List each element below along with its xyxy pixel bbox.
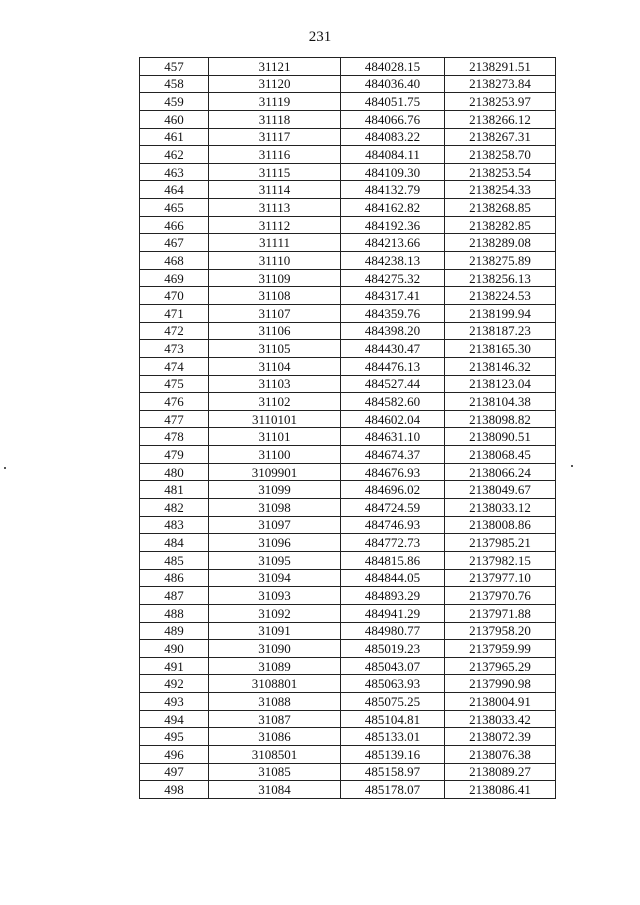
code-cell: 31105 xyxy=(209,340,341,358)
table-row xyxy=(140,446,556,464)
code-cell: 31107 xyxy=(209,304,341,322)
point-number-cell: 497 xyxy=(140,763,209,781)
x-coordinate-cell: 485133.01 xyxy=(341,728,445,746)
code-cell: 31101 xyxy=(209,428,341,446)
y-coordinate-cell: 2138123.04 xyxy=(445,375,556,393)
point-number-cell: 496 xyxy=(140,745,209,763)
code-cell: 31110 xyxy=(209,252,341,270)
code-cell: 31096 xyxy=(209,534,341,552)
table-row xyxy=(140,216,556,234)
table-row xyxy=(140,622,556,640)
x-coordinate-cell: 485043.07 xyxy=(341,657,445,675)
x-coordinate-cell: 484893.29 xyxy=(341,587,445,605)
code-cell: 31115 xyxy=(209,163,341,181)
point-number-cell: 458 xyxy=(140,75,209,93)
x-coordinate-cell: 484941.29 xyxy=(341,604,445,622)
code-cell: 31121 xyxy=(209,58,341,76)
table-row xyxy=(140,551,556,569)
code-cell: 31090 xyxy=(209,640,341,658)
x-coordinate-cell: 485063.93 xyxy=(341,675,445,693)
table-row xyxy=(140,128,556,146)
table-row xyxy=(140,322,556,340)
table-row xyxy=(140,304,556,322)
code-cell: 3108801 xyxy=(209,675,341,693)
table-row xyxy=(140,93,556,111)
code-cell: 31099 xyxy=(209,481,341,499)
table-row xyxy=(140,181,556,199)
x-coordinate-cell: 484676.93 xyxy=(341,463,445,481)
y-coordinate-cell: 2138267.31 xyxy=(445,128,556,146)
table-row xyxy=(140,710,556,728)
point-number-cell: 491 xyxy=(140,657,209,675)
y-coordinate-cell: 2138266.12 xyxy=(445,110,556,128)
table-row xyxy=(140,657,556,675)
x-coordinate-cell: 484582.60 xyxy=(341,393,445,411)
y-coordinate-cell: 2138273.84 xyxy=(445,75,556,93)
point-number-cell: 479 xyxy=(140,446,209,464)
code-cell: 31117 xyxy=(209,128,341,146)
table-row xyxy=(140,745,556,763)
x-coordinate-cell: 485104.81 xyxy=(341,710,445,728)
y-coordinate-cell: 2138258.70 xyxy=(445,146,556,164)
code-cell: 31112 xyxy=(209,216,341,234)
x-coordinate-cell: 484527.44 xyxy=(341,375,445,393)
code-cell: 31084 xyxy=(209,781,341,799)
table-row xyxy=(140,199,556,217)
code-cell: 31085 xyxy=(209,763,341,781)
table-row xyxy=(140,463,556,481)
point-number-cell: 480 xyxy=(140,463,209,481)
y-coordinate-cell: 2138187.23 xyxy=(445,322,556,340)
code-cell: 3108501 xyxy=(209,745,341,763)
point-number-cell: 461 xyxy=(140,128,209,146)
x-coordinate-cell: 484084.11 xyxy=(341,146,445,164)
point-number-cell: 457 xyxy=(140,58,209,76)
point-number-cell: 462 xyxy=(140,146,209,164)
code-cell: 31111 xyxy=(209,234,341,252)
y-coordinate-cell: 2138098.82 xyxy=(445,410,556,428)
y-coordinate-cell: 2138146.32 xyxy=(445,357,556,375)
y-coordinate-cell: 2138291.51 xyxy=(445,58,556,76)
coordinates-table-body xyxy=(140,58,556,799)
scan-mark-left xyxy=(4,467,6,469)
y-coordinate-cell: 2138289.08 xyxy=(445,234,556,252)
point-number-cell: 494 xyxy=(140,710,209,728)
code-cell: 31100 xyxy=(209,446,341,464)
table-row xyxy=(140,516,556,534)
x-coordinate-cell: 484815.86 xyxy=(341,551,445,569)
code-cell: 31088 xyxy=(209,693,341,711)
code-cell: 31120 xyxy=(209,75,341,93)
point-number-cell: 460 xyxy=(140,110,209,128)
point-number-cell: 483 xyxy=(140,516,209,534)
y-coordinate-cell: 2137959.99 xyxy=(445,640,556,658)
x-coordinate-cell: 484213.66 xyxy=(341,234,445,252)
table-row xyxy=(140,587,556,605)
x-coordinate-cell: 484772.73 xyxy=(341,534,445,552)
table-row xyxy=(140,110,556,128)
point-number-cell: 470 xyxy=(140,287,209,305)
point-number-cell: 489 xyxy=(140,622,209,640)
x-coordinate-cell: 484696.02 xyxy=(341,481,445,499)
x-coordinate-cell: 484036.40 xyxy=(341,75,445,93)
y-coordinate-cell: 2138104.38 xyxy=(445,393,556,411)
x-coordinate-cell: 485139.16 xyxy=(341,745,445,763)
point-number-cell: 481 xyxy=(140,481,209,499)
x-coordinate-cell: 484746.93 xyxy=(341,516,445,534)
point-number-cell: 474 xyxy=(140,357,209,375)
y-coordinate-cell: 2138086.41 xyxy=(445,781,556,799)
y-coordinate-cell: 2137971.88 xyxy=(445,604,556,622)
code-cell: 31092 xyxy=(209,604,341,622)
point-number-cell: 463 xyxy=(140,163,209,181)
point-number-cell: 482 xyxy=(140,499,209,517)
point-number-cell: 472 xyxy=(140,322,209,340)
table-row xyxy=(140,75,556,93)
y-coordinate-cell: 2138066.24 xyxy=(445,463,556,481)
x-coordinate-cell: 485178.07 xyxy=(341,781,445,799)
point-number-cell: 465 xyxy=(140,199,209,217)
y-coordinate-cell: 2138254.33 xyxy=(445,181,556,199)
point-number-cell: 467 xyxy=(140,234,209,252)
y-coordinate-cell: 2138268.85 xyxy=(445,199,556,217)
code-cell: 3110101 xyxy=(209,410,341,428)
table-row xyxy=(140,640,556,658)
table-row xyxy=(140,534,556,552)
table-row xyxy=(140,375,556,393)
x-coordinate-cell: 484398.20 xyxy=(341,322,445,340)
x-coordinate-cell: 484476.13 xyxy=(341,357,445,375)
table-row xyxy=(140,357,556,375)
y-coordinate-cell: 2138068.45 xyxy=(445,446,556,464)
x-coordinate-cell: 484051.75 xyxy=(341,93,445,111)
x-coordinate-cell: 484317.41 xyxy=(341,287,445,305)
table-row xyxy=(140,428,556,446)
x-coordinate-cell: 485019.23 xyxy=(341,640,445,658)
x-coordinate-cell: 484602.04 xyxy=(341,410,445,428)
scan-mark-right xyxy=(571,465,573,467)
y-coordinate-cell: 2137965.29 xyxy=(445,657,556,675)
point-number-cell: 469 xyxy=(140,269,209,287)
y-coordinate-cell: 2138282.85 xyxy=(445,216,556,234)
y-coordinate-cell: 2138253.97 xyxy=(445,93,556,111)
table-row xyxy=(140,693,556,711)
x-coordinate-cell: 484430.47 xyxy=(341,340,445,358)
x-coordinate-cell: 484083.22 xyxy=(341,128,445,146)
point-number-cell: 485 xyxy=(140,551,209,569)
point-number-cell: 471 xyxy=(140,304,209,322)
code-cell: 31106 xyxy=(209,322,341,340)
code-cell: 31113 xyxy=(209,199,341,217)
point-number-cell: 488 xyxy=(140,604,209,622)
point-number-cell: 464 xyxy=(140,181,209,199)
point-number-cell: 492 xyxy=(140,675,209,693)
point-number-cell: 473 xyxy=(140,340,209,358)
x-coordinate-cell: 484275.32 xyxy=(341,269,445,287)
table-row xyxy=(140,287,556,305)
point-number-cell: 486 xyxy=(140,569,209,587)
code-cell: 31102 xyxy=(209,393,341,411)
table-row xyxy=(140,481,556,499)
code-cell: 31103 xyxy=(209,375,341,393)
code-cell: 31087 xyxy=(209,710,341,728)
page-number: 231 xyxy=(308,29,332,45)
code-cell: 31094 xyxy=(209,569,341,587)
table-row xyxy=(140,675,556,693)
x-coordinate-cell: 484162.82 xyxy=(341,199,445,217)
x-coordinate-cell: 484980.77 xyxy=(341,622,445,640)
x-coordinate-cell: 484724.59 xyxy=(341,499,445,517)
y-coordinate-cell: 2137982.15 xyxy=(445,551,556,569)
y-coordinate-cell: 2138275.89 xyxy=(445,252,556,270)
x-coordinate-cell: 484028.15 xyxy=(341,58,445,76)
table-row xyxy=(140,393,556,411)
y-coordinate-cell: 2138033.42 xyxy=(445,710,556,728)
y-coordinate-cell: 2138253.54 xyxy=(445,163,556,181)
y-coordinate-cell: 2138089.27 xyxy=(445,763,556,781)
table-row xyxy=(140,234,556,252)
point-number-cell: 475 xyxy=(140,375,209,393)
code-cell: 31109 xyxy=(209,269,341,287)
x-coordinate-cell: 484238.13 xyxy=(341,252,445,270)
y-coordinate-cell: 2137990.98 xyxy=(445,675,556,693)
point-number-cell: 476 xyxy=(140,393,209,411)
code-cell: 31095 xyxy=(209,551,341,569)
table-row xyxy=(140,146,556,164)
y-coordinate-cell: 2138008.86 xyxy=(445,516,556,534)
code-cell: 3109901 xyxy=(209,463,341,481)
table-row xyxy=(140,763,556,781)
table-row xyxy=(140,728,556,746)
table-row xyxy=(140,252,556,270)
table-row xyxy=(140,781,556,799)
table-row xyxy=(140,58,556,76)
y-coordinate-cell: 2138199.94 xyxy=(445,304,556,322)
code-cell: 31108 xyxy=(209,287,341,305)
y-coordinate-cell: 2137970.76 xyxy=(445,587,556,605)
point-number-cell: 493 xyxy=(140,693,209,711)
point-number-cell: 478 xyxy=(140,428,209,446)
point-number-cell: 498 xyxy=(140,781,209,799)
x-coordinate-cell: 484066.76 xyxy=(341,110,445,128)
code-cell: 31118 xyxy=(209,110,341,128)
y-coordinate-cell: 2138090.51 xyxy=(445,428,556,446)
table-row xyxy=(140,410,556,428)
point-number-cell: 490 xyxy=(140,640,209,658)
x-coordinate-cell: 484631.10 xyxy=(341,428,445,446)
y-coordinate-cell: 2137958.20 xyxy=(445,622,556,640)
code-cell: 31098 xyxy=(209,499,341,517)
x-coordinate-cell: 484132.79 xyxy=(341,181,445,199)
code-cell: 31089 xyxy=(209,657,341,675)
y-coordinate-cell: 2137985.21 xyxy=(445,534,556,552)
y-coordinate-cell: 2138076.38 xyxy=(445,745,556,763)
table-row xyxy=(140,569,556,587)
table-row xyxy=(140,163,556,181)
code-cell: 31119 xyxy=(209,93,341,111)
point-number-cell: 459 xyxy=(140,93,209,111)
code-cell: 31097 xyxy=(209,516,341,534)
point-number-cell: 487 xyxy=(140,587,209,605)
point-number-cell: 477 xyxy=(140,410,209,428)
x-coordinate-cell: 484359.76 xyxy=(341,304,445,322)
code-cell: 31116 xyxy=(209,146,341,164)
table-row xyxy=(140,604,556,622)
y-coordinate-cell: 2138004.91 xyxy=(445,693,556,711)
y-coordinate-cell: 2138033.12 xyxy=(445,499,556,517)
point-number-cell: 484 xyxy=(140,534,209,552)
point-number-cell: 466 xyxy=(140,216,209,234)
y-coordinate-cell: 2137977.10 xyxy=(445,569,556,587)
y-coordinate-cell: 2138224.53 xyxy=(445,287,556,305)
table-row xyxy=(140,499,556,517)
x-coordinate-cell: 484192.36 xyxy=(341,216,445,234)
x-coordinate-cell: 484844.05 xyxy=(341,569,445,587)
y-coordinate-cell: 2138165.30 xyxy=(445,340,556,358)
table-row xyxy=(140,340,556,358)
code-cell: 31114 xyxy=(209,181,341,199)
coordinates-table xyxy=(139,57,556,799)
code-cell: 31086 xyxy=(209,728,341,746)
table-row xyxy=(140,269,556,287)
x-coordinate-cell: 485075.25 xyxy=(341,693,445,711)
x-coordinate-cell: 484674.37 xyxy=(341,446,445,464)
code-cell: 31093 xyxy=(209,587,341,605)
point-number-cell: 495 xyxy=(140,728,209,746)
code-cell: 31091 xyxy=(209,622,341,640)
y-coordinate-cell: 2138256.13 xyxy=(445,269,556,287)
x-coordinate-cell: 485158.97 xyxy=(341,763,445,781)
x-coordinate-cell: 484109.30 xyxy=(341,163,445,181)
y-coordinate-cell: 2138049.67 xyxy=(445,481,556,499)
code-cell: 31104 xyxy=(209,357,341,375)
y-coordinate-cell: 2138072.39 xyxy=(445,728,556,746)
point-number-cell: 468 xyxy=(140,252,209,270)
